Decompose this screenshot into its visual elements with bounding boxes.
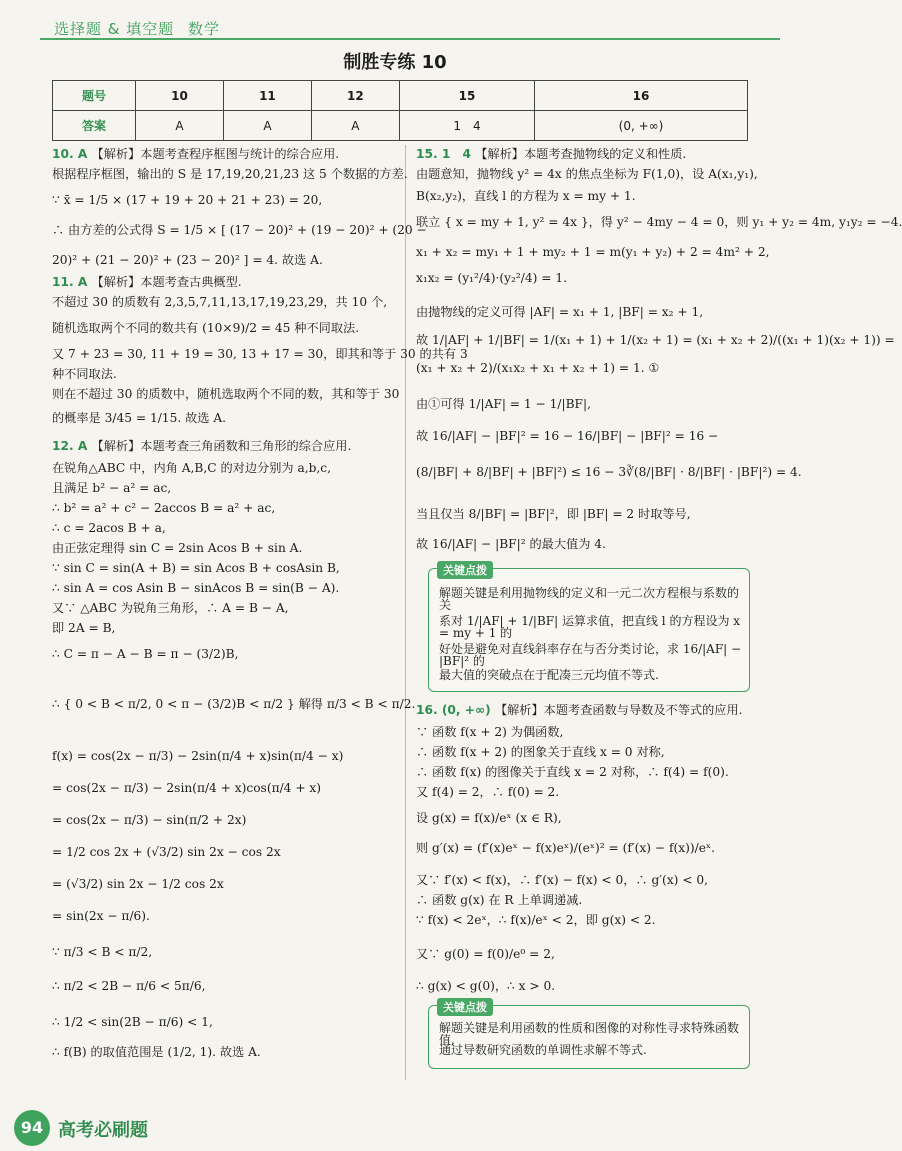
solution-text: 联立 { x = my + 1, y² = 4x }，得 y² − 4my − 4 = 0，则 y₁ + y₂ = 4m, y₁y₂ = −4. bbox=[416, 215, 902, 229]
key-tip-line: 通过导数研究函数的单调性求解不等式. bbox=[439, 1043, 647, 1057]
solution-line bbox=[52, 846, 281, 858]
solution-text: ∵ π/3 < B < π/2, bbox=[52, 945, 153, 959]
solution-line bbox=[52, 348, 468, 360]
solution-line bbox=[52, 296, 387, 308]
solution-text: 设 g(x) = f(x)/eˣ (x ∈ R), bbox=[416, 811, 562, 825]
table-cell-answer: (0, +∞) bbox=[535, 111, 748, 141]
solution-line bbox=[52, 322, 359, 334]
solution-line bbox=[416, 766, 729, 778]
solution-text: ∵ sin C = sin(A + B) = sin Acos B + cosAsin B, bbox=[52, 561, 340, 575]
solution-line bbox=[52, 462, 331, 474]
solution-line bbox=[52, 782, 321, 794]
solution-line bbox=[52, 168, 408, 180]
solution-line bbox=[416, 812, 562, 824]
solution-line bbox=[52, 224, 427, 236]
solution-text: 【解析】本题考查抛物线的定义和性质. bbox=[475, 147, 687, 161]
solution-text: 随机选取两个不同的数共有 (10×9)/2 = 45 种不同取法. bbox=[52, 321, 360, 335]
solution-text: 在锐角△ABC 中，内角 A,B,C 的对边分别为 a,b,c, bbox=[52, 461, 331, 475]
solution-heading bbox=[52, 148, 339, 160]
header-section: 选择题 & 填空题 bbox=[54, 20, 175, 38]
solution-text: = 1/2 cos 2x + (√3/2) sin 2x − cos 2x bbox=[52, 845, 281, 859]
table-cell-answer: A bbox=[136, 111, 224, 141]
solution-heading bbox=[52, 440, 351, 452]
solution-line bbox=[416, 980, 555, 992]
solution-text: = cos(2x − π/3) − sin(π/2 + 2x) bbox=[52, 813, 247, 827]
key-tip-box-1 bbox=[428, 564, 750, 692]
solution-line bbox=[52, 980, 205, 992]
key-tip-line: 解题关键是利用函数的性质和图像的对称性寻求特殊函数值, bbox=[439, 1021, 740, 1047]
answer-table-answer-row bbox=[53, 111, 748, 141]
solution-text: (x₁ + x₂ + 2)/(x₁x₂ + x₁ + x₂ + 1) = 1. ① bbox=[416, 361, 660, 375]
solution-line bbox=[416, 334, 895, 346]
solution-line bbox=[416, 948, 555, 960]
table-cell-answer: A bbox=[223, 111, 311, 141]
solution-line bbox=[416, 306, 703, 318]
solution-line bbox=[416, 466, 802, 478]
solution-line bbox=[52, 814, 246, 826]
table-cell-number: 11 bbox=[223, 81, 311, 111]
solution-text: 故 1/|AF| + 1/|BF| = 1/(x₁ + 1) + 1/(x₂ + 1) = (x₁ + x₂ + 2)/((x₁ + 1)(x₂ + 1)) = bbox=[416, 333, 895, 347]
solution-text: x₁ + x₂ = my₁ + 1 + my₂ + 1 = m(y₁ + y₂) + 2 = 4m² + 2, bbox=[416, 245, 770, 259]
key-tip-box-2 bbox=[428, 1001, 750, 1069]
solution-line bbox=[52, 412, 226, 424]
solution-text: 故 16/|AF| − |BF|² 的最大值为 4. bbox=[416, 537, 606, 551]
solution-text: 由题意知，抛物线 y² = 4x 的焦点坐标为 F(1,0)，设 A(x₁,y₁), bbox=[416, 167, 758, 181]
page-header bbox=[40, 8, 780, 38]
solution-heading bbox=[416, 704, 743, 716]
solution-text: 不超过 30 的质数有 2,3,5,7,11,13,17,19,23,29，共 10 个, bbox=[52, 295, 388, 309]
solution-line bbox=[52, 254, 323, 266]
table-cell-number: 16 bbox=[535, 81, 748, 111]
solution-line bbox=[52, 698, 415, 710]
key-tip-line: 好处是避免对直线斜率存在与否分类讨论，求 16/|AF| − |BF|² 的 bbox=[439, 642, 742, 668]
solution-line bbox=[416, 190, 636, 202]
solution-text: ∴ c = 2acos B + a, bbox=[52, 521, 166, 535]
solution-heading bbox=[416, 148, 686, 160]
solution-line bbox=[416, 272, 567, 284]
solution-line bbox=[52, 602, 289, 614]
solution-text: 且满足 b² − a² = ac, bbox=[52, 481, 172, 495]
solution-text: ∴ b² = a² + c² − 2accos B = a² + ac, bbox=[52, 501, 276, 515]
header-subject-line bbox=[54, 18, 228, 39]
solution-line bbox=[52, 1016, 213, 1028]
solution-text: ∴ 由方差的公式得 S = 1/5 × [ (17 − 20)² + (19 − 20)² + (20 − bbox=[52, 223, 427, 237]
key-tip-label: 关键点拨 bbox=[437, 998, 493, 1016]
solution-text: 又∵ △ABC 为锐角三角形，∴ A = B − A, bbox=[52, 601, 289, 615]
solution-text: 又∵ g(0) = f(0)/e⁰ = 2, bbox=[416, 947, 555, 961]
solution-text: 种不同取法. bbox=[52, 367, 117, 381]
solution-line bbox=[416, 508, 691, 520]
footer-book-title: 高考必刷题 bbox=[58, 1120, 148, 1141]
column-divider bbox=[405, 145, 406, 1080]
table-cell-number: 15 bbox=[399, 81, 534, 111]
solution-text: ∴ f(B) 的取值范围是 (1/2, 1). 故选 A. bbox=[52, 1045, 261, 1059]
solution-line bbox=[416, 842, 715, 854]
solution-text: ∵ f(x) < 2eˣ，∴ f(x)/eˣ < 2，即 g(x) < 2. bbox=[416, 913, 656, 927]
solution-line bbox=[52, 522, 166, 534]
solution-text: 【解析】本题考查函数与导数及不等式的应用. bbox=[494, 703, 743, 717]
solution-line bbox=[52, 482, 171, 494]
solution-heading bbox=[52, 276, 242, 288]
solution-text: ∴ π/2 < 2B − π/6 < 5π/6, bbox=[52, 979, 206, 993]
solution-line bbox=[416, 894, 582, 906]
solution-text: 由抛物线的定义可得 |AF| = x₁ + 1, |BF| = x₂ + 1, bbox=[416, 305, 704, 319]
key-tip-line: 系对 1/|AF| + 1/|BF| 运算求值，把直线 l 的方程设为 x = my + 1 的 bbox=[439, 614, 741, 640]
solution-line bbox=[52, 1046, 261, 1058]
header-subject: 数学 bbox=[188, 20, 221, 38]
solution-text: (8/|BF| + 8/|BF| + |BF|²) ≤ 16 − 3∛(8/|BF| · 8/|BF| · |BF|²) = 4. bbox=[416, 465, 802, 479]
question-answer-tag: 11. A bbox=[52, 275, 92, 289]
solution-text: = sin(2x − π/6). bbox=[52, 909, 150, 923]
solution-text: 又 7 + 23 = 30, 11 + 19 = 30, 13 + 17 = 30，即其和等于 30 的共有 3 bbox=[52, 347, 468, 361]
solution-text: 由正弦定理得 sin C = 2sin Acos B + sin A. bbox=[52, 541, 303, 555]
key-tip-line: 解题关键是利用抛物线的定义和一元二次方程根与系数的关 bbox=[439, 586, 740, 612]
solution-text: 当且仅当 8/|BF| = |BF|²，即 |BF| = 2 时取等号, bbox=[416, 507, 691, 521]
key-tip-label: 关键点拨 bbox=[437, 561, 493, 579]
question-answer-tag: 15. 1 4 bbox=[416, 147, 476, 161]
solution-text: ∵ 函数 f(x + 2) 为偶函数, bbox=[416, 725, 564, 739]
solution-text: ∴ 函数 f(x) 的图像关于直线 x = 2 对称，∴ f(4) = f(0). bbox=[416, 765, 729, 779]
solution-text: ∴ C = π − A − B = π − (3/2)B, bbox=[52, 647, 239, 661]
solution-line bbox=[52, 946, 152, 958]
table-cell-answer: 1 4 bbox=[399, 111, 534, 141]
solution-text: 20)² + (21 − 20)² + (23 − 20)² ] = 4. 故选 A. bbox=[52, 253, 323, 267]
solution-line bbox=[52, 910, 150, 922]
solution-line bbox=[416, 362, 659, 374]
page-number-badge: 94 bbox=[14, 1110, 50, 1146]
solution-line bbox=[416, 430, 718, 442]
solution-text: 又∵ f′(x) < f(x)，∴ f′(x) − f(x) < 0，∴ g′(x) < 0, bbox=[416, 873, 709, 887]
solution-text: = cos(2x − π/3) − 2sin(π/4 + x)cos(π/4 + x) bbox=[52, 781, 322, 795]
question-answer-tag: 16. (0, +∞) bbox=[416, 703, 495, 717]
table-cell-answer: A bbox=[311, 111, 399, 141]
solution-line bbox=[416, 246, 769, 258]
solution-line bbox=[416, 168, 758, 180]
solution-text: ∴ 1/2 < sin(2B − π/6) < 1, bbox=[52, 1015, 213, 1029]
table-cell-number: 12 bbox=[311, 81, 399, 111]
answer-table-number-row bbox=[53, 81, 748, 111]
solution-text: ∵ x̄ = 1/5 × (17 + 19 + 20 + 21 + 23) = 20, bbox=[52, 193, 323, 207]
solution-text: 则 g′(x) = (f′(x)eˣ − f(x)eˣ)/(eˣ)² = (f′(x) − f(x))/eˣ. bbox=[416, 841, 715, 855]
solution-line bbox=[52, 502, 275, 514]
solution-line bbox=[52, 542, 302, 554]
solution-text: ∴ { 0 < B < π/2, 0 < π − (3/2)B < π/2 } 解得 π/3 < B < π/2. bbox=[52, 697, 416, 711]
header-divider bbox=[40, 38, 780, 40]
solution-text: B(x₂,y₂)，直线 l 的方程为 x = my + 1. bbox=[416, 189, 636, 203]
solution-text: 又 f(4) = 2，∴ f(0) = 2. bbox=[416, 785, 560, 799]
answer-table bbox=[52, 80, 748, 141]
solution-line bbox=[416, 538, 606, 550]
solution-line bbox=[52, 194, 322, 206]
solution-line bbox=[416, 786, 559, 798]
solution-line bbox=[416, 398, 591, 410]
solution-text: f(x) = cos(2x − π/3) − 2sin(π/4 + x)sin(π/4 − x) bbox=[52, 749, 344, 763]
solution-line bbox=[416, 914, 656, 926]
question-answer-tag: 12. A bbox=[52, 439, 92, 453]
solution-text: ∴ g(x) < g(0)，∴ x > 0. bbox=[416, 979, 556, 993]
page-title: 制胜专练 10 bbox=[343, 52, 447, 73]
solution-line bbox=[52, 562, 340, 574]
solution-line bbox=[416, 874, 708, 886]
solution-text: = (√3/2) sin 2x − 1/2 cos 2x bbox=[52, 877, 224, 891]
solution-line bbox=[416, 216, 902, 228]
solution-text: 【解析】本题考查程序框图与统计的综合应用. bbox=[91, 147, 340, 161]
solution-text: 的概率是 3/45 = 1/15. 故选 A. bbox=[52, 411, 226, 425]
solution-text: 根据程序框图，输出的 S 是 17,19,20,21,23 这 5 个数据的方差. bbox=[52, 167, 408, 181]
solution-text: 故 16/|AF| − |BF|² = 16 − 16/|BF| − |BF|² = 16 − bbox=[416, 429, 719, 443]
solution-text: x₁x₂ = (y₁²/4)·(y₂²/4) = 1. bbox=[416, 271, 567, 285]
key-tip-line: 最大值的突破点在于配凑三元均值不等式. bbox=[439, 668, 659, 682]
solution-text: 【解析】本题考查古典概型. bbox=[91, 275, 242, 289]
solution-line bbox=[52, 582, 339, 594]
solution-line bbox=[416, 726, 563, 738]
solution-line bbox=[52, 368, 117, 380]
solution-line bbox=[52, 622, 115, 634]
solution-text: 则在不超过 30 的质数中，随机选取两个不同的数，其和等于 30 bbox=[52, 387, 400, 401]
solution-line bbox=[52, 878, 224, 890]
solution-text: ∴ 函数 f(x + 2) 的图象关于直线 x = 0 对称, bbox=[416, 745, 665, 759]
question-answer-tag: 10. A bbox=[52, 147, 92, 161]
solution-text: 由①可得 1/|AF| = 1 − 1/|BF|, bbox=[416, 397, 591, 411]
solution-line bbox=[52, 750, 343, 762]
row-label-answer: 答案 bbox=[53, 111, 136, 141]
solution-text: ∴ 函数 g(x) 在 R 上单调递减. bbox=[416, 893, 583, 907]
solution-text: 【解析】本题考查三角函数和三角形的综合应用. bbox=[91, 439, 352, 453]
solution-text: 即 2A = B, bbox=[52, 621, 116, 635]
row-label-number: 题号 bbox=[53, 81, 136, 111]
solution-line bbox=[416, 746, 665, 758]
table-cell-number: 10 bbox=[136, 81, 224, 111]
solution-line bbox=[52, 388, 399, 400]
solution-line bbox=[52, 648, 238, 660]
solution-text: ∴ sin A = cos Asin B − sinAcos B = sin(B − A). bbox=[52, 581, 340, 595]
